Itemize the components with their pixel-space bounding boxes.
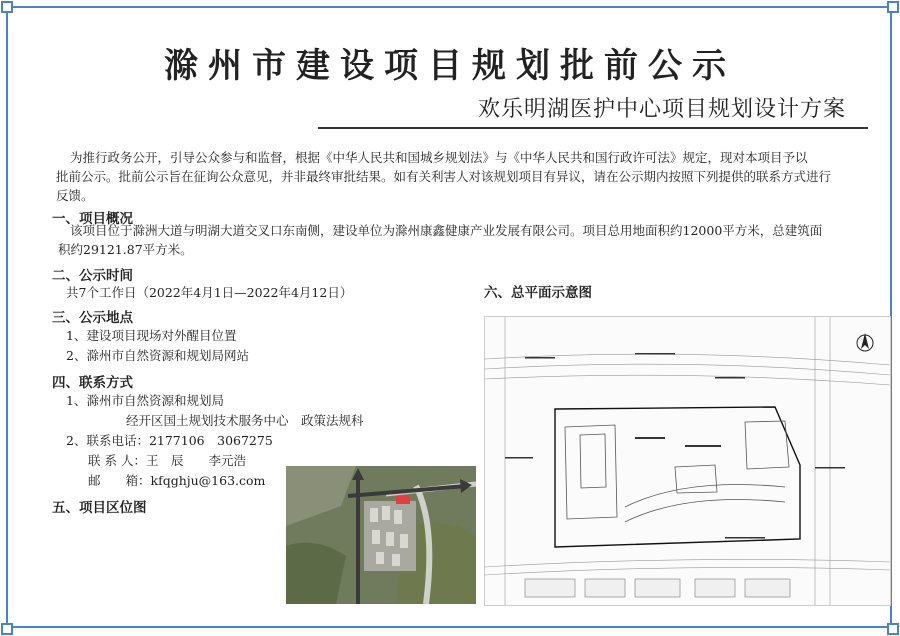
intro-paragraph: [56, 148, 876, 205]
section-heading: 三、公示地点: [52, 310, 133, 326]
page-title: 滁州市建设项目规划批前公示: [164, 46, 736, 86]
page-subtitle: 欢乐明湖医护中心项目规划设计方案: [477, 97, 846, 122]
contact-email: 邮 箱：kfqghju@163.com: [88, 473, 266, 488]
corner-ornament: [1, 1, 13, 13]
site-plan-graphic: [485, 317, 890, 605]
section-heading: 五、项目区位图: [52, 500, 147, 516]
aerial-photo-graphic: [286, 466, 476, 604]
contact-org: 1、滁州市自然资源和规划局: [66, 393, 224, 408]
intro-line: 反馈。: [56, 188, 94, 203]
section-heading: 二、公示时间: [52, 268, 133, 284]
contact-phone: 2、联系电话：2177106 3067275: [66, 433, 273, 448]
section-text: 该项目位于滁洲大道与明湖大道交叉口东南侧，建设单位为滁州康鑫健康产业发展有限公司。项目总用地面积约12000平方米，总建筑面: [70, 223, 823, 238]
corner-ornament: [1, 623, 13, 635]
subtitle-underline: [318, 127, 868, 129]
site-plan-image: [484, 316, 891, 606]
contact-person: 联 系 人：王 辰 李元浩: [88, 453, 246, 468]
corner-ornament: [887, 1, 899, 13]
corner-ornament: [887, 623, 899, 635]
section-heading: 四、联系方式: [52, 375, 133, 391]
list-item: 2、滁州市自然资源和规划局网站: [66, 348, 249, 363]
section-heading: 一、项目概况: [52, 211, 133, 227]
contact-dept: 经开区国土规划技术服务中心 政策法规科: [126, 413, 364, 428]
location-map-image: [286, 466, 476, 604]
list-item: 1、建设项目现场对外醒目位置: [66, 328, 237, 343]
section-text: 共7个工作日（2022年4月1日—2022年4月12日）: [66, 285, 353, 300]
intro-line: 批前公示。批前公示旨在征询公众意见，并非最终审批结果。如有关利害人对该规划项目有异议，请在公示期内按照下列提供的联系方式进行: [56, 169, 832, 184]
section-heading: 六、总平面示意图: [484, 285, 592, 301]
section-text: 积约29121.87平方米。: [58, 242, 193, 257]
intro-line: 为推行政务公开，引导公众参与和监督，根据《中华人民共和国城乡规划法》与《中华人民共和国行政许可法》规定，现对本项目予以: [70, 150, 808, 165]
